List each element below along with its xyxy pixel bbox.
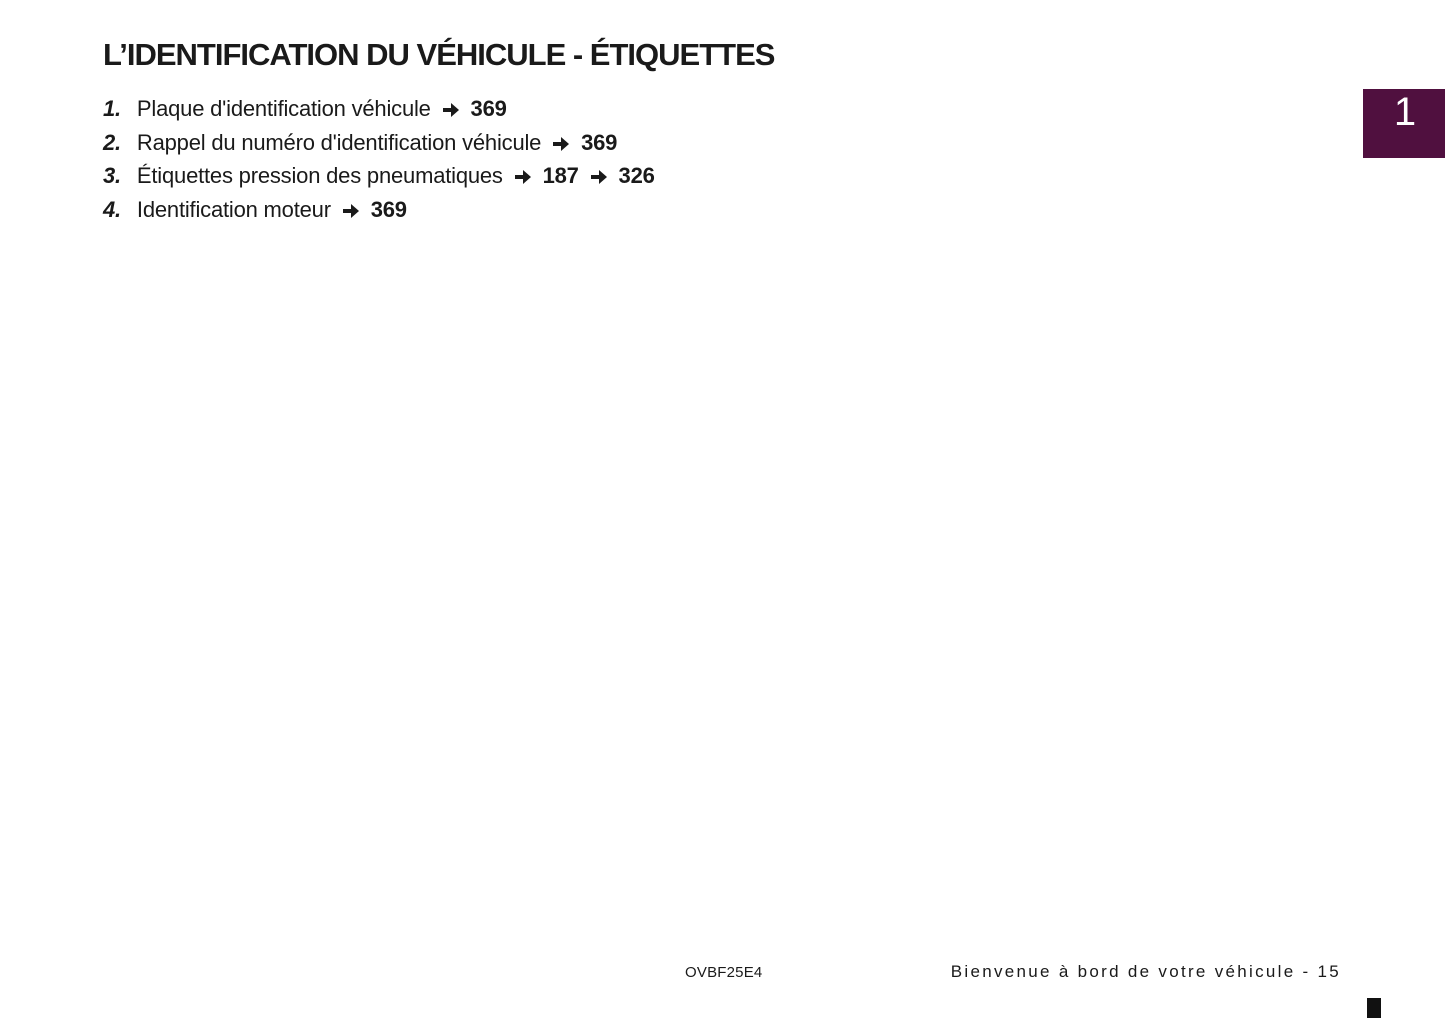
- identification-list: [103, 94, 655, 228]
- item-number: 3.: [103, 163, 121, 188]
- arrow-right-icon: [553, 137, 569, 151]
- item-text: Plaque d'identification véhicule: [136, 96, 431, 121]
- list-item: [103, 195, 655, 229]
- item-number: 4.: [103, 196, 121, 222]
- arrow-right-icon: [443, 103, 459, 117]
- arrow-right-icon: [591, 170, 607, 184]
- document-code: OVBF25E4: [685, 964, 763, 981]
- page-reference-link[interactable]: 326: [618, 163, 655, 188]
- page-reference-link[interactable]: 187: [542, 163, 579, 188]
- list-item: [103, 161, 655, 195]
- item-number: 2.: [103, 129, 121, 155]
- list-item: [103, 128, 655, 162]
- page-title: L’IDENTIFICATION DU VÉHICULE - ÉTIQUETTES: [103, 37, 775, 72]
- arrow-right-icon: [343, 204, 359, 218]
- page-footer: Bienvenue à bord de votre véhicule - 15: [950, 962, 1341, 981]
- page-reference-link[interactable]: 369: [370, 196, 407, 222]
- item-text: Étiquettes pression des pneumatiques: [136, 163, 503, 188]
- chapter-number: 1: [1393, 90, 1417, 134]
- item-text: Identification moteur: [136, 196, 331, 222]
- arrow-right-icon: [515, 170, 531, 184]
- page-edge-marker: [1367, 998, 1381, 1018]
- chapter-tab: [1363, 89, 1445, 158]
- page-reference-link[interactable]: 369: [470, 96, 507, 121]
- item-number: 1.: [103, 96, 121, 121]
- item-text: Rappel du numéro d'identification véhicule: [136, 129, 542, 155]
- page-reference-link[interactable]: 369: [581, 129, 618, 155]
- list-item: [103, 94, 655, 128]
